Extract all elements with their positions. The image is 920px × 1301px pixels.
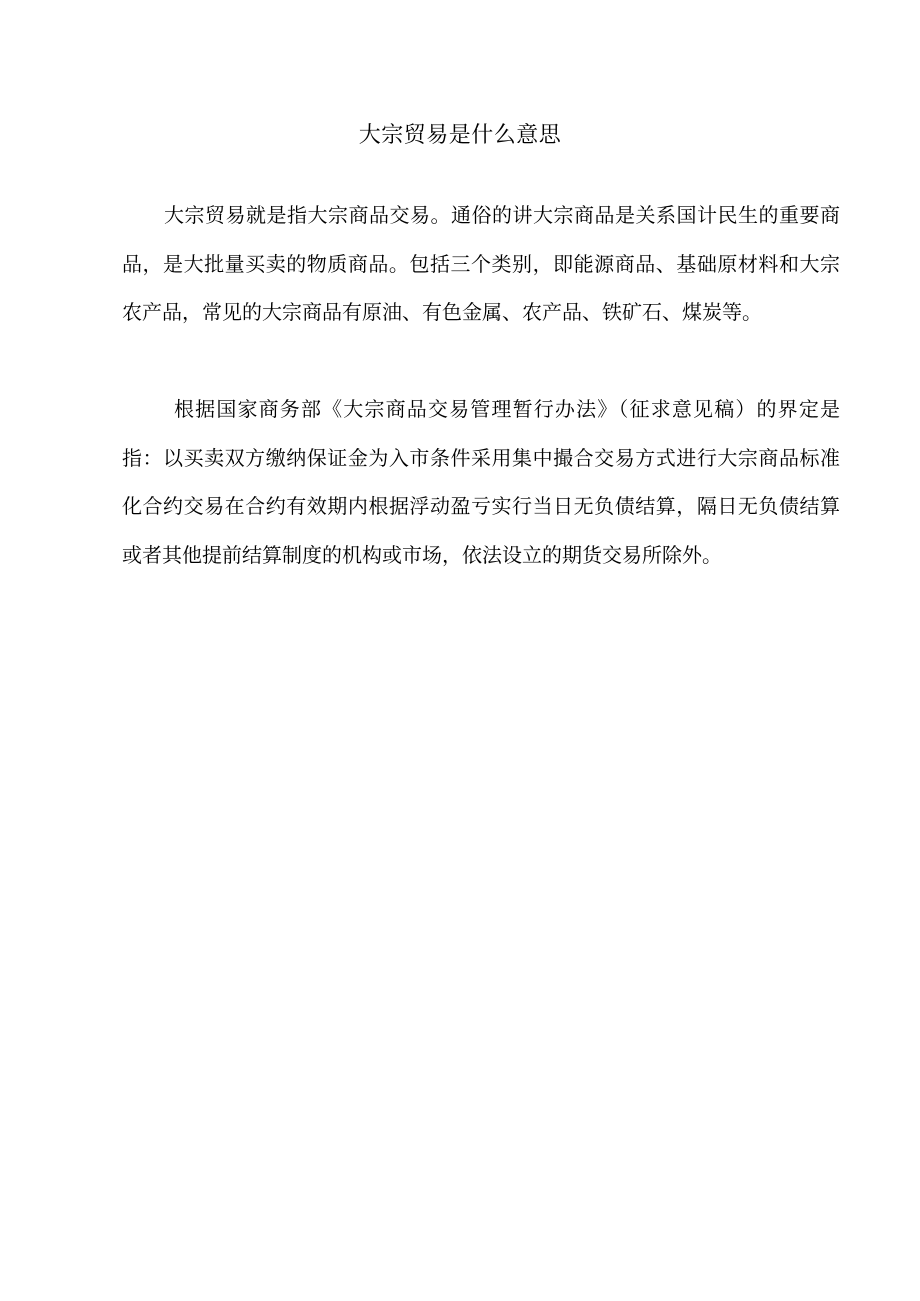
paragraph-definition: 大宗贸易就是指大宗商品交易。通俗的讲大宗商品是关系国计民生的重要商品，是大批量买卖的物质商品。包括三个类别，即能源商品、基础原材料和大宗农产品，常见的大宗商品有原油、有色金属、农产品、铁矿石、煤炭等。	[122, 203, 840, 324]
paragraph-regulation: 根据国家商务部《大宗商品交易管理暂行办法》（征求意见稿）的界定是指：以买卖双方缴纳保证金为入市条件采用集中撮合交易方式进行大宗商品标准化合约交易在合约有效期内根据浮动盈亏实行当日无负债结算，隔日无负债结算或者其他提前结算制度的机构或市场，依法设立的期货交易所除外。	[122, 397, 840, 567]
document-title: 大宗贸易是什么意思	[358, 123, 562, 148]
